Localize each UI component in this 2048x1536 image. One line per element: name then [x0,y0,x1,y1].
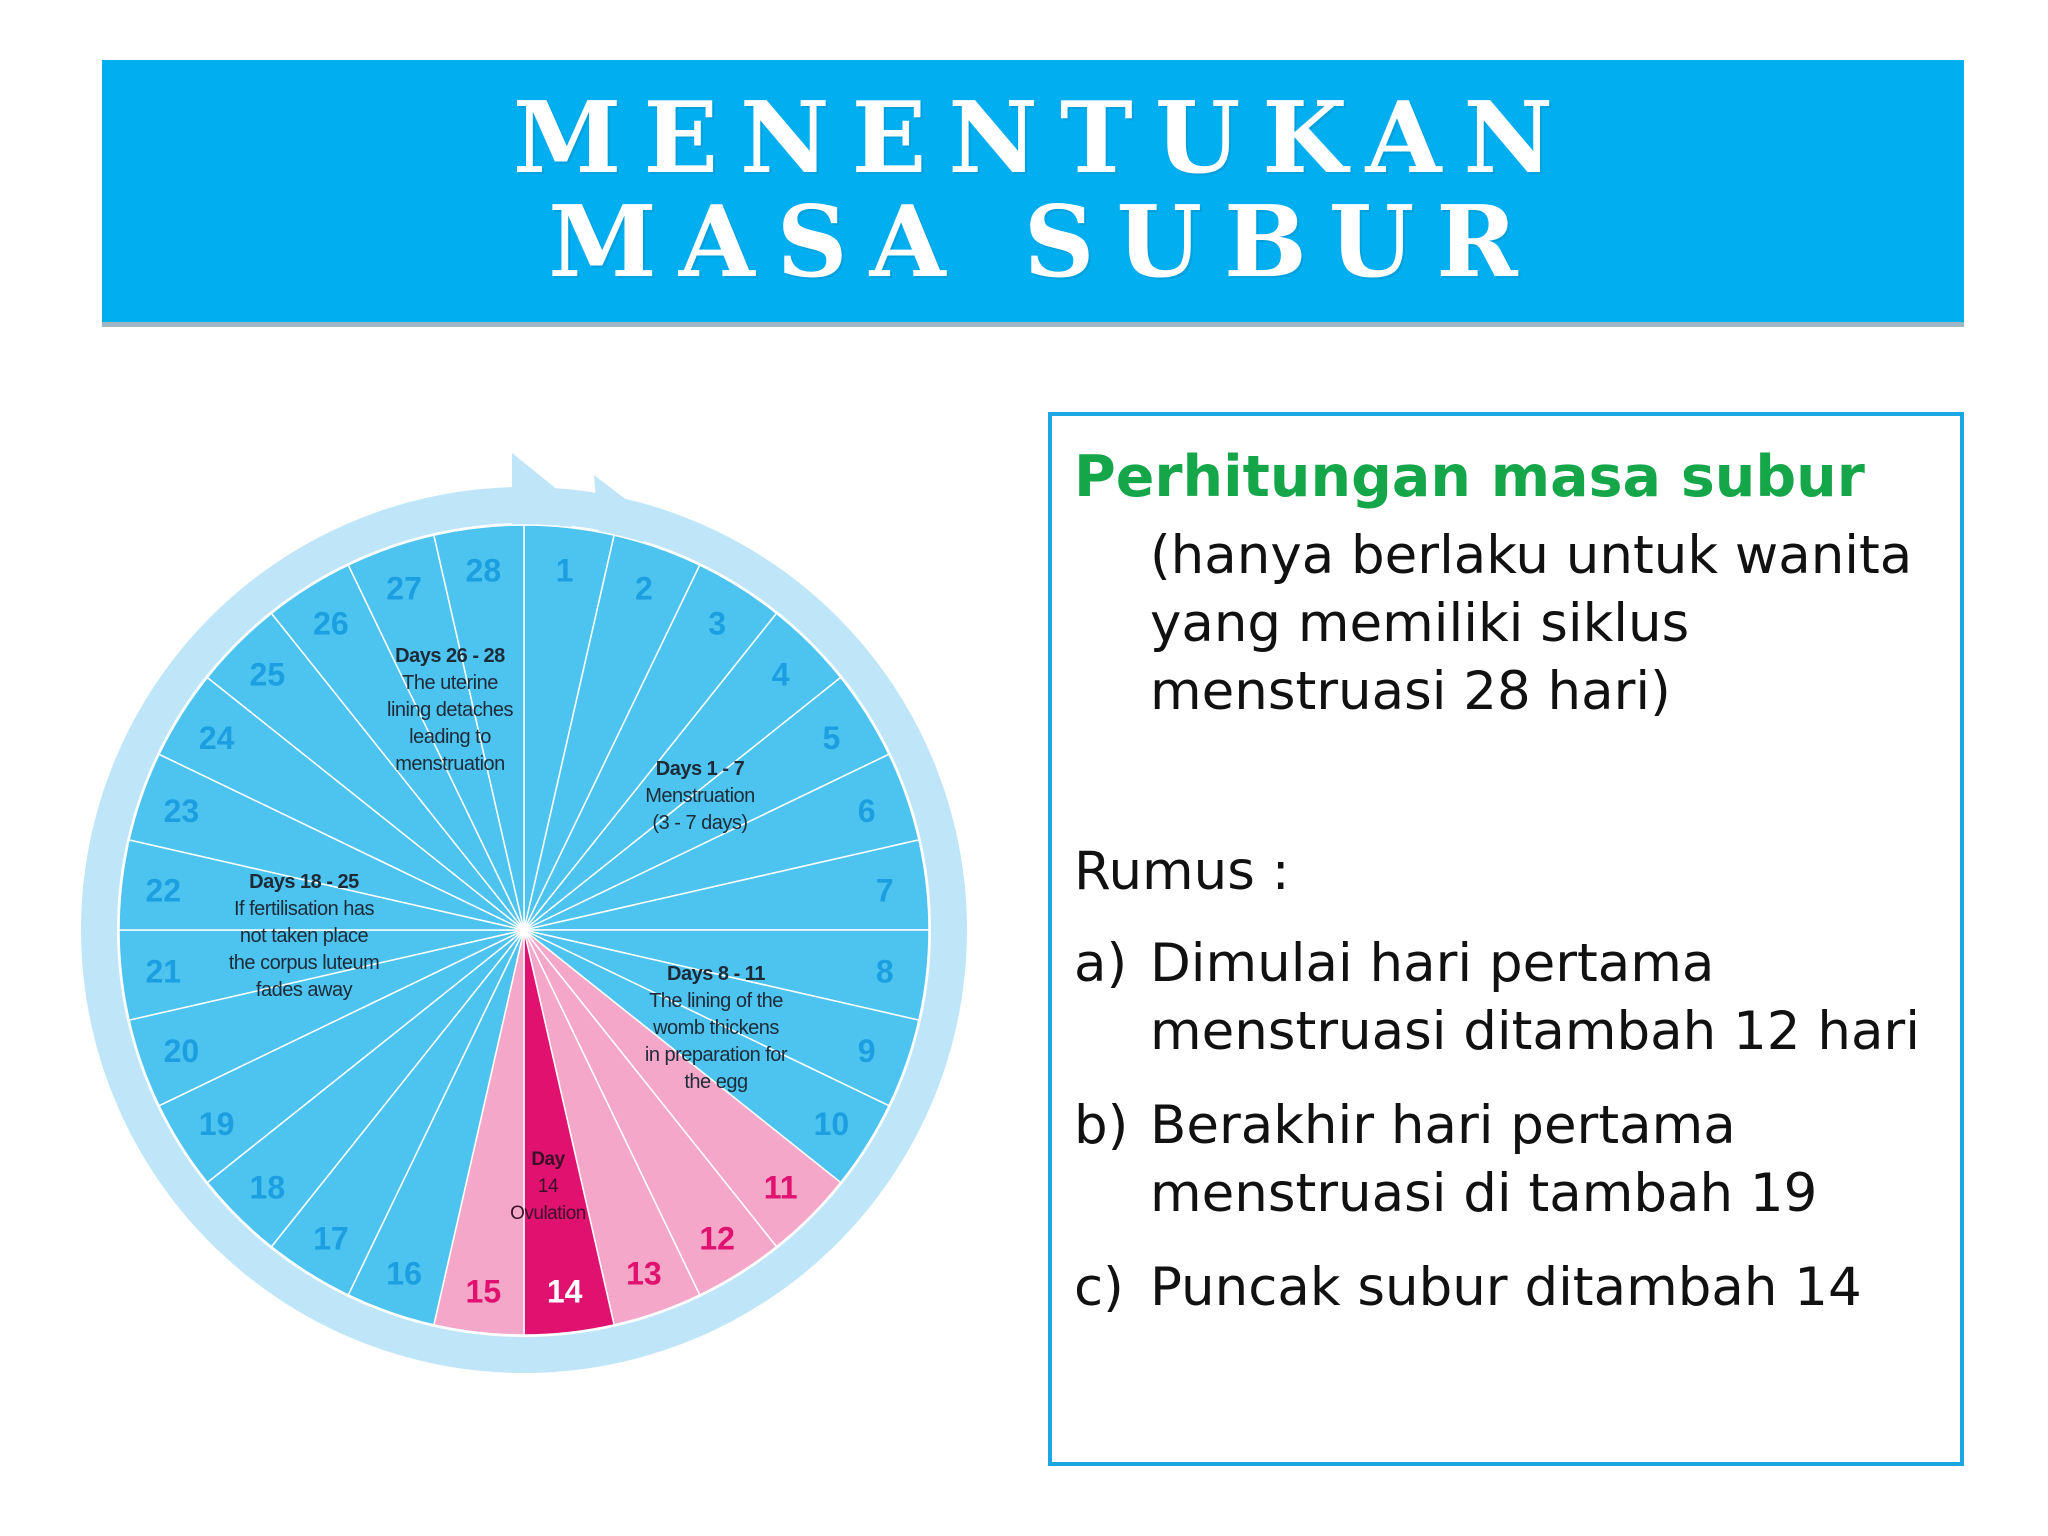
rule-text: Puncak subur ditambah 14 [1150,1257,1862,1318]
day-number: 14 [546,1273,583,1310]
phase-line: Ovulation [510,1203,586,1224]
day-number: 11 [763,1169,798,1206]
day-number: 28 [465,552,502,589]
rule-item [1074,930,1940,1066]
title-banner [102,60,1964,322]
day-number: 13 [626,1255,662,1292]
phase-line: menstruation [395,753,505,775]
phase-line: Menstruation [645,785,755,807]
phase-label-days-1-7 [645,758,755,834]
day-number: 22 [145,872,182,909]
day-number: 12 [699,1220,735,1257]
day-number: 26 [313,605,349,642]
phase-heading: Day [531,1149,565,1170]
rule-marker: a) [1074,933,1128,994]
day-number: 3 [708,605,727,642]
phase-line: 14 [537,1176,559,1197]
phase-heading: Days 26 - 28 [395,645,505,667]
title-line-1: MENENTUKAN [512,81,1576,196]
day-number: 5 [822,719,841,756]
day-number: 1 [555,552,574,589]
rule-text: Berakhir hari pertama menstruasi di tambah 19 [1150,1095,1818,1224]
box-note: (hanya berlaku untuk wanita yang memiliki siklus menstruasi 28 hari) [1150,525,1913,722]
title-line-2: MASA SUBUR [548,185,1540,300]
phase-line: The uterine [402,672,498,694]
phase-line: lining detaches [387,699,513,721]
phase-line: If fertilisation has [233,898,375,920]
phase-line: (3 - 7 days) [652,812,748,834]
phase-heading: Days 1 - 7 [655,758,745,780]
phase-line: fades away [255,979,353,1001]
phase-line: the corpus luteum [228,952,380,974]
rule-text: Dimulai hari pertama menstruasi ditambah 12 hari [1150,933,1920,1062]
day-number: 17 [313,1220,349,1257]
day-number: 10 [813,1106,850,1143]
day-number: 15 [465,1273,502,1310]
phase-line: not taken place [239,925,369,947]
day-number: 18 [249,1169,286,1206]
phase-heading: Days 18 - 25 [249,871,359,893]
phase-line: leading to [409,726,491,748]
day-number: 16 [386,1255,422,1292]
box-heading: Perhitungan masa subur [1074,444,1865,510]
fertility-info-box [1048,412,1964,1466]
day-number: 21 [145,953,182,990]
cycle-wheel-svg [50,430,1010,1500]
rule-marker: b) [1074,1095,1129,1156]
day-number: 4 [771,656,790,693]
menstrual-cycle-diagram [50,430,1010,1500]
phase-line: The lining of the [649,990,783,1012]
day-number: 24 [198,719,235,756]
rule-item [1074,1254,1940,1322]
day-number: 27 [386,570,422,607]
rule-marker: c) [1074,1257,1124,1318]
rule-list [1074,930,1940,1322]
day-number: 9 [857,1032,876,1069]
phase-label-days-26-28 [387,645,513,775]
phase-heading: Days 8 - 11 [667,963,765,985]
day-number: 2 [634,570,653,607]
day-number: 23 [163,793,200,830]
day-number: 7 [875,872,894,909]
day-number: 25 [249,656,286,693]
day-number: 8 [875,953,894,990]
rule-item [1074,1092,1940,1228]
day-number: 20 [163,1032,200,1069]
phase-line: in preparation for [644,1044,788,1066]
phase-line: womb thickens [653,1017,779,1039]
day-number: 6 [857,793,876,830]
phase-line: the egg [684,1071,748,1093]
formula-label: Rumus : [1074,841,1290,902]
day-number: 19 [198,1106,235,1143]
